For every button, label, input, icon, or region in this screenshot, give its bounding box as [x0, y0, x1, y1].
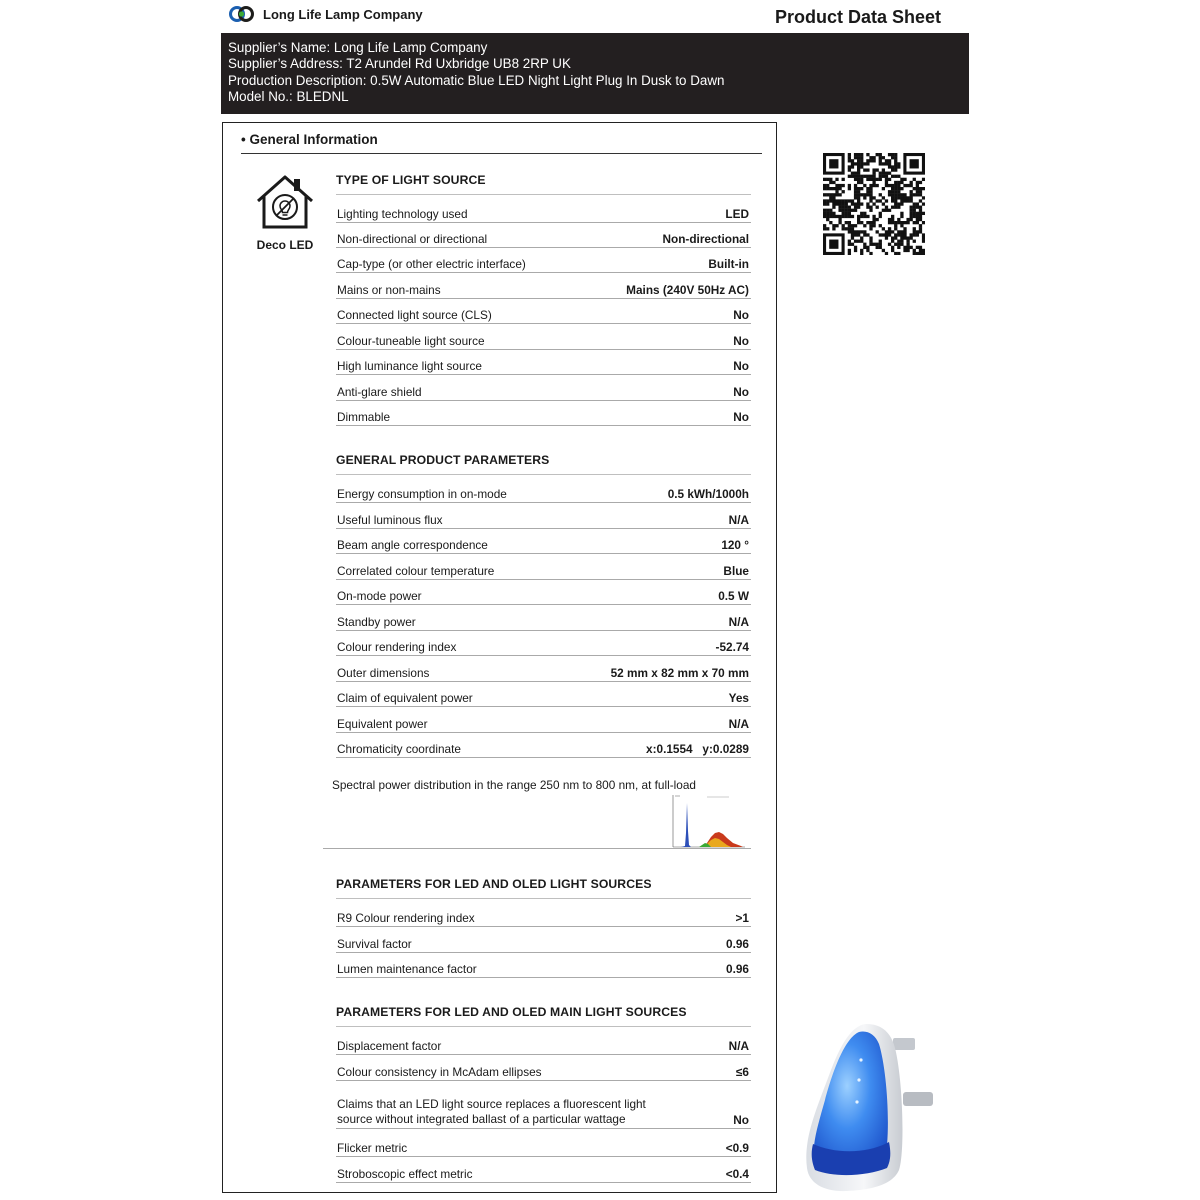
- row-value: <0.4: [725, 1167, 749, 1181]
- row-label: Useful luminous flux: [337, 513, 443, 527]
- table-row: [336, 933, 751, 953]
- row-value: 0.96: [726, 937, 749, 951]
- section-divider: [336, 474, 751, 475]
- row-value: Built-in: [708, 257, 749, 271]
- row-label: Colour consistency in McAdam ellipses: [337, 1065, 542, 1079]
- row-label: Equivalent power: [337, 717, 428, 731]
- row-label: R9 Colour rendering index: [337, 911, 475, 925]
- row-label: Mains or non-mains: [337, 283, 441, 297]
- row-label: Flicker metric: [337, 1141, 408, 1155]
- row-value: 120 °: [721, 538, 749, 552]
- row-value: 0.96: [726, 962, 749, 976]
- table-row: [336, 304, 751, 324]
- row-label: Energy consumption in on-mode: [337, 487, 507, 501]
- row-value: LED: [725, 207, 749, 221]
- spd-caption: Spectral power distribution in the range 250 nm to 800 nm, at full-load: [332, 778, 696, 792]
- row-value: Blue: [723, 564, 749, 578]
- table-row: [336, 406, 751, 426]
- row-value: -52.74: [715, 640, 749, 654]
- row-value: N/A: [728, 615, 749, 629]
- row-value: ≤6: [735, 1065, 749, 1079]
- table-row: [336, 203, 751, 223]
- row-label: High luminance light source: [337, 359, 482, 373]
- table-row: [336, 253, 751, 273]
- spectral-distribution-thumbnail: [671, 793, 747, 849]
- row-value: No: [733, 1113, 749, 1127]
- row-label: Displacement factor: [337, 1039, 442, 1053]
- table-row: [336, 636, 751, 656]
- table-row: [336, 330, 751, 350]
- row-value: N/A: [728, 513, 749, 527]
- general-information-panel: [222, 122, 777, 1193]
- row-label: Correlated colour temperature: [337, 564, 495, 578]
- supplier-info-box: [221, 33, 969, 114]
- row-label: Lighting technology used: [337, 207, 468, 221]
- row-label: Chromaticity coordinate: [337, 742, 461, 756]
- section-divider: [336, 194, 751, 195]
- row-value: No: [733, 410, 749, 424]
- table-row: [336, 611, 751, 631]
- table-row: [336, 1035, 751, 1055]
- table-row: [336, 662, 751, 682]
- row-label: Claims that an LED light source replaces a fluorescent light source without integrated ballast of a particular wattage: [337, 1097, 646, 1126]
- deco-led-label: Deco LED: [256, 238, 314, 252]
- section-title-light-source: TYPE OF LIGHT SOURCE: [336, 173, 486, 187]
- table-row: [336, 509, 751, 529]
- table-row: [336, 958, 751, 978]
- row-label: Cap-type (or other electric interface): [337, 257, 526, 271]
- row-value: >1: [735, 911, 749, 925]
- section-title-led-oled-main: PARAMETERS FOR LED AND OLED MAIN LIGHT SOURCES: [336, 1005, 687, 1019]
- row-label: On-mode power: [337, 589, 422, 603]
- row-value: 52 mm x 82 mm x 70 mm: [610, 666, 749, 680]
- row-label: Colour-tuneable light source: [337, 334, 485, 348]
- section-divider: [336, 1026, 751, 1027]
- row-value: N/A: [728, 717, 749, 731]
- row-label: Beam angle correspondence: [337, 538, 488, 552]
- row-label: Stroboscopic effect metric: [337, 1167, 473, 1181]
- night-light-product-icon: [795, 1020, 945, 1195]
- table-row: [336, 381, 751, 401]
- row-label: Anti-glare shield: [337, 385, 422, 399]
- section-divider: [336, 898, 751, 899]
- spd-divider: [323, 848, 751, 849]
- table-row: [336, 585, 751, 605]
- row-label: Lumen maintenance factor: [337, 962, 477, 976]
- row-value: No: [733, 385, 749, 399]
- table-row: [336, 1061, 751, 1081]
- section-title-led-oled: PARAMETERS FOR LED AND OLED LIGHT SOURCES: [336, 877, 652, 891]
- table-row: [336, 1137, 751, 1157]
- row-value: 0.5 kWh/1000h: [667, 487, 749, 501]
- row-value: N/A: [728, 1039, 749, 1053]
- table-row: [336, 713, 751, 733]
- table-row: [336, 355, 751, 375]
- row-value: No: [733, 334, 749, 348]
- general-information-heading: • General Information: [241, 132, 378, 147]
- table-row: [336, 738, 751, 758]
- row-value: Yes: [728, 691, 749, 705]
- qr-code-icon: [823, 153, 925, 255]
- page-title: Product Data Sheet: [775, 7, 942, 27]
- row-label: Dimmable: [337, 410, 391, 424]
- company-name: Long Life Lamp Company: [263, 6, 423, 22]
- row-value: No: [733, 308, 749, 322]
- company-logo: [229, 6, 423, 22]
- row-label: Connected light source (CLS): [337, 308, 492, 322]
- product-description: Production Description: 0.5W Automatic Blue LED Night Light Plug In Dusk to Dawn: [228, 72, 725, 88]
- supplier-name: Supplier’s Name: Long Life Lamp Company: [228, 40, 488, 55]
- supplier-address: Supplier’s Address: T2 Arundel Rd Uxbridge UB8 2RP UK: [228, 56, 571, 72]
- table-row: [336, 228, 751, 248]
- section-title-general-params: GENERAL PRODUCT PARAMETERS: [336, 453, 550, 467]
- house-bulb-icon: [254, 173, 316, 231]
- row-value: x:0.1554 y:0.0289: [646, 742, 749, 756]
- row-label: Colour rendering index: [337, 640, 457, 654]
- row-value: Non-directional: [662, 232, 749, 246]
- row-label: Claim of equivalent power: [337, 691, 473, 705]
- row-label: Non-directional or directional: [337, 232, 488, 246]
- table-row: [336, 534, 751, 554]
- row-value: 0.5 W: [718, 589, 749, 603]
- table-row: [336, 687, 751, 707]
- table-row: [336, 1095, 751, 1129]
- row-label: Standby power: [337, 615, 416, 629]
- table-row: [336, 560, 751, 580]
- table-row: [336, 1163, 751, 1183]
- row-label: Outer dimensions: [337, 666, 430, 680]
- row-label: Survival factor: [337, 937, 412, 951]
- table-row: [336, 483, 751, 503]
- table-row: [336, 907, 751, 927]
- model-number: Model No.: BLEDNL: [228, 89, 349, 105]
- deco-led-badge: [251, 173, 319, 252]
- row-value: Mains (240V 50Hz AC): [626, 283, 749, 297]
- row-value: No: [733, 359, 749, 373]
- row-value: <0.9: [725, 1141, 749, 1155]
- heading-divider: [241, 153, 762, 154]
- company-logo-icon: [229, 6, 255, 22]
- table-row: [336, 279, 751, 299]
